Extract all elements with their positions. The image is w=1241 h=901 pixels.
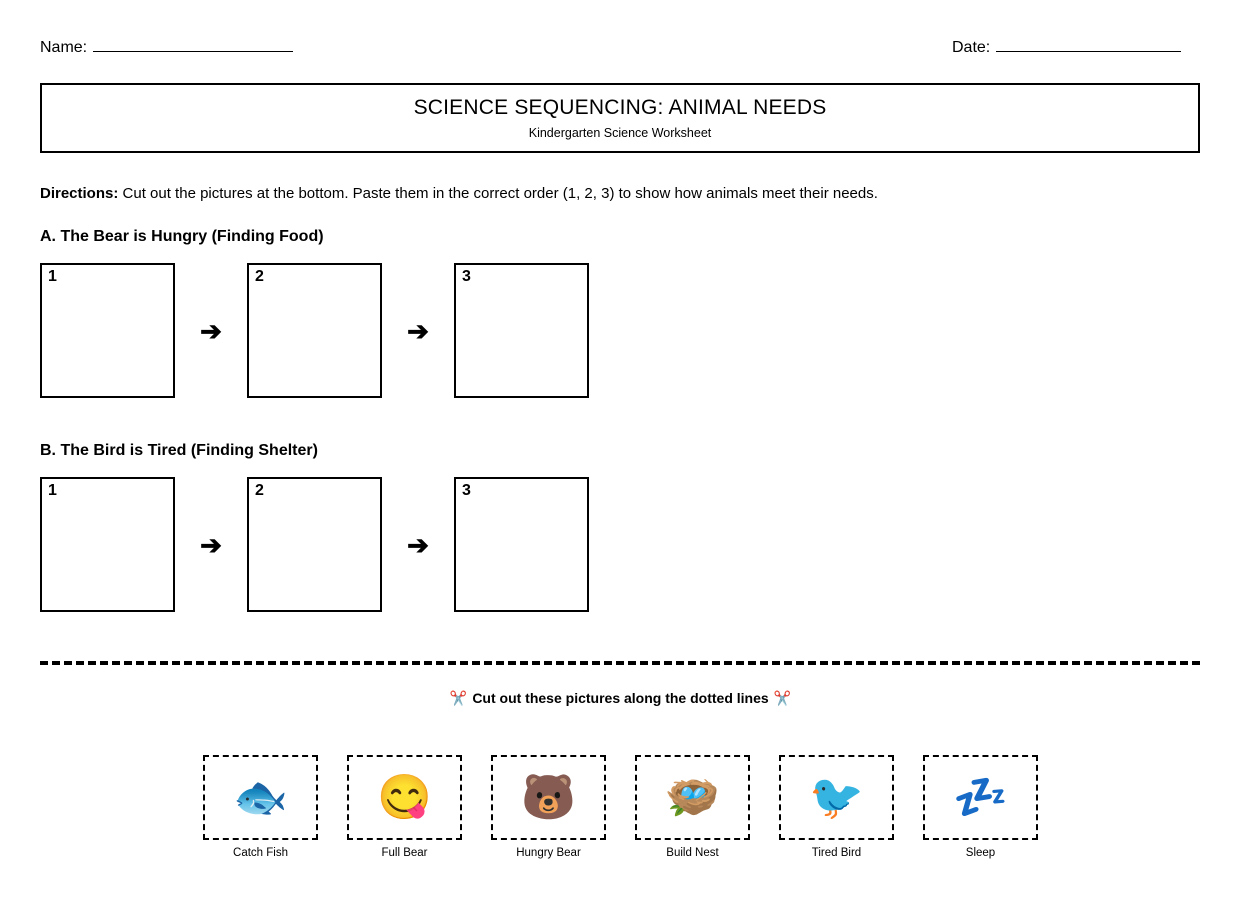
box-number: 2 — [255, 268, 264, 285]
box-number: 2 — [255, 482, 264, 499]
section-a-box-2[interactable] — [247, 263, 382, 398]
section-b-box-3[interactable] — [454, 477, 589, 612]
card-cut-box[interactable] — [635, 755, 750, 840]
card-label: Tired Bird — [811, 847, 862, 859]
cut-out-card-strip — [0, 755, 1241, 861]
cut-out-card[interactable] — [779, 755, 894, 861]
cut-out-card[interactable] — [923, 755, 1038, 861]
arrow-right-icon: ➔ — [200, 529, 222, 560]
name-write-line[interactable] — [93, 50, 293, 52]
nest-with-eggs-icon: 🪺 — [665, 772, 720, 822]
directions-label: Directions: — [40, 185, 119, 202]
card-cut-box[interactable] — [923, 755, 1038, 840]
bear-face-icon: 🐻 — [521, 772, 576, 822]
card-cut-box[interactable] — [203, 755, 318, 840]
fish-icon: 🐟 — [233, 772, 288, 822]
arrow-right-icon: ➔ — [200, 315, 222, 346]
box-number: 1 — [48, 268, 57, 285]
card-label: Hungry Bear — [516, 847, 581, 859]
name-label: Name: — [40, 39, 88, 56]
cut-out-card[interactable] — [491, 755, 606, 861]
date-label: Date: — [952, 39, 991, 56]
section-b-sequence-row — [40, 477, 589, 612]
directions-text: Cut out the pictures at the bottom. Paste them in the correct order (1, 2, 3) to show how animals meet their needs. — [118, 185, 878, 202]
directions — [40, 184, 878, 204]
card-label: Full Bear — [381, 847, 428, 859]
zzz-sleep-icon: 💤 — [953, 772, 1008, 822]
bird-icon: 🐦 — [809, 772, 864, 822]
arrow-right-icon: ➔ — [407, 315, 429, 346]
section-b-box-1[interactable] — [40, 477, 175, 612]
card-cut-box[interactable] — [779, 755, 894, 840]
yummy-face-icon: 😋 — [377, 772, 432, 822]
section-a-box-3[interactable] — [454, 263, 589, 398]
cut-out-card[interactable] — [347, 755, 462, 861]
cut-out-card[interactable] — [635, 755, 750, 861]
scissors-icon-right: ✂️ — [773, 690, 792, 706]
arrow-right-icon: ➔ — [407, 529, 429, 560]
cut-instruction — [0, 688, 1241, 708]
title-banner — [40, 83, 1200, 153]
section-a-heading: A. The Bear is Hungry (Finding Food) — [40, 228, 324, 245]
box-number: 3 — [462, 482, 471, 499]
card-label: Sleep — [965, 847, 996, 859]
cut-instruction-text: Cut out these pictures along the dotted lines — [472, 690, 769, 706]
date-write-line[interactable] — [996, 50, 1181, 52]
box-number: 1 — [48, 482, 57, 499]
card-cut-box[interactable] — [347, 755, 462, 840]
name-field[interactable] — [40, 38, 293, 58]
section-a-box-1[interactable] — [40, 263, 175, 398]
page-title: SCIENCE SEQUENCING: ANIMAL NEEDS — [413, 96, 827, 119]
box-number: 3 — [462, 268, 471, 285]
section-b-heading: B. The Bird is Tired (Finding Shelter) — [40, 442, 318, 459]
card-cut-box[interactable] — [491, 755, 606, 840]
date-field[interactable] — [952, 38, 1181, 58]
page-subtitle: Kindergarten Science Worksheet — [528, 126, 712, 140]
student-info-row — [40, 38, 1200, 64]
card-label: Build Nest — [666, 847, 719, 859]
scissors-icon-left: ✂️ — [449, 690, 468, 706]
section-a-sequence-row — [40, 263, 589, 398]
cut-dashed-divider — [40, 661, 1200, 665]
cut-out-card[interactable] — [203, 755, 318, 861]
section-b-box-2[interactable] — [247, 477, 382, 612]
card-label: Catch Fish — [233, 847, 288, 859]
